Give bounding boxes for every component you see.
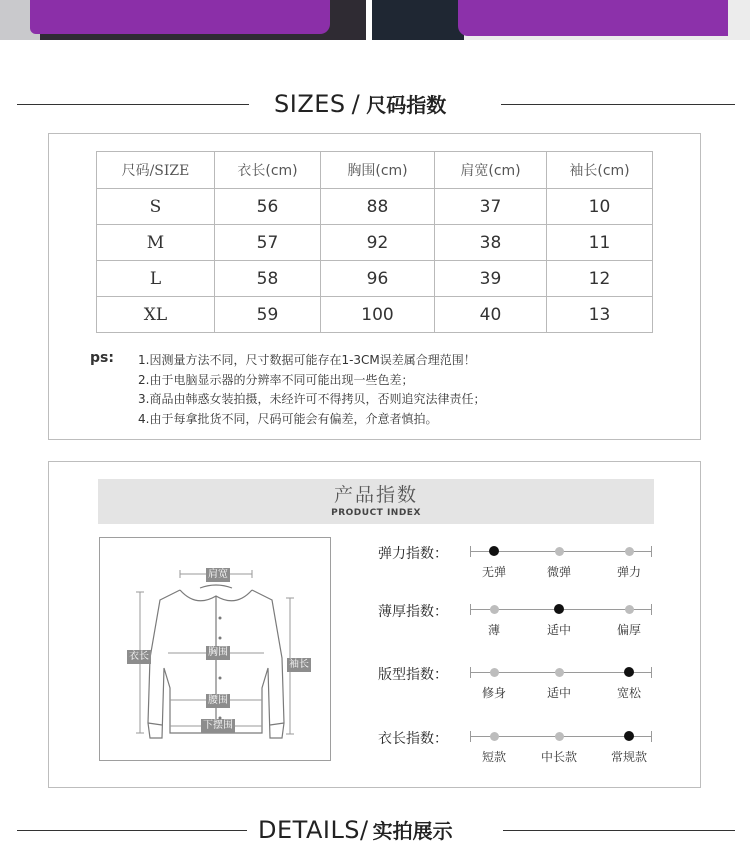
table-cell: 11 [547,225,653,261]
index-dot [489,546,499,556]
product-index-header [98,479,654,524]
shirt-measure-diagram [99,537,331,761]
details-heading [0,815,750,845]
index-dot [490,605,499,614]
length-tag: 衣长 [129,651,149,662]
product-photo-left [0,0,366,40]
index-dot [625,547,634,556]
index-dot [624,731,634,741]
table-row [97,189,653,225]
table-cell: 58 [215,261,321,297]
index-label: 衣长指数： [378,731,448,747]
chest-col-header: 胸围(cm) [321,152,435,189]
index-option: 无弹 [481,565,507,579]
note-item: 4.由于每拿批货不同，尺码可能会有偏差，介意者慎拍。 [138,412,438,426]
index-option: 弹力 [616,565,642,579]
product-photo-strip [0,0,750,40]
table-cell: 56 [215,189,321,225]
details-heading-en: DETAILS [258,816,361,844]
index-dot [490,732,499,741]
index-label: 版型指数： [378,667,448,683]
length-index [378,730,658,770]
table-cell: 39 [435,261,547,297]
index-dot [555,732,564,741]
note-item: 3.商品由韩惑女装拍摄，未经许可不得拷贝，否则追究法律责任； [138,392,486,406]
table-row [97,297,653,333]
index-option: 常规款 [610,750,648,764]
note-item: 2.由于电脑显示器的分辨率不同可能出现一些色差； [138,373,414,387]
table-row [97,261,653,297]
shoulder-col-header: 肩宽(cm) [435,152,547,189]
sizes-heading-sep: / [351,90,361,118]
elasticity-index [378,545,658,585]
index-option: 微弹 [546,565,572,579]
table-cell: 88 [321,189,435,225]
note-item: 1.因测量方法不同，尺寸数据可能存在1-3CM误差属合理范围！ [138,353,476,367]
index-label: 弹力指数： [378,546,448,562]
table-cell: XL [97,297,215,333]
table-cell: 10 [547,189,653,225]
sizes-heading [0,89,750,119]
sizes-heading-zh: 尺码指数 [366,93,447,117]
thickness-index [378,603,658,643]
index-option: 修身 [481,686,507,700]
table-row [97,225,653,261]
table-cell: L [97,261,215,297]
product-index-title-zh: 产品指数 [333,484,418,506]
index-dot [555,668,564,677]
index-label: 薄厚指数： [378,604,448,620]
table-cell: S [97,189,215,225]
size-table [96,151,653,333]
size-table-header-row [97,152,653,189]
details-heading-zh: 实拍展示 [372,819,453,843]
sizes-heading-en: SIZES [274,90,346,118]
waist-tag: 腰围 [208,695,228,706]
table-cell: 37 [435,189,547,225]
chest-tag: 胸围 [208,647,228,658]
index-option: 适中 [546,623,572,637]
product-photo-right [372,0,750,40]
table-cell: 13 [547,297,653,333]
shoulder-tag: 肩宽 [208,569,228,580]
index-option: 中长款 [540,750,578,764]
index-dot [624,667,634,677]
sleeve-tag: 袖长 [289,659,309,670]
table-cell: 12 [547,261,653,297]
table-cell: 100 [321,297,435,333]
index-option: 短款 [481,750,507,764]
table-cell: 40 [435,297,547,333]
table-cell: 92 [321,225,435,261]
index-option: 薄 [487,623,501,637]
index-dot [490,668,499,677]
table-cell: 57 [215,225,321,261]
index-option: 适中 [546,686,572,700]
table-cell: 38 [435,225,547,261]
sleeve-col-header: 袖长(cm) [547,152,653,189]
hem-tag: 下摆围 [203,720,233,731]
table-cell: M [97,225,215,261]
table-cell: 59 [215,297,321,333]
length-col-header: 衣长(cm) [215,152,321,189]
product-index-title-en: PRODUCT INDEX [331,508,421,518]
size-col-header: 尺码/SIZE [97,152,215,189]
index-dot [625,605,634,614]
index-option: 宽松 [616,686,642,700]
fit-index [378,666,658,706]
table-cell: 96 [321,261,435,297]
index-dot [555,547,564,556]
details-heading-sep: / [360,816,369,844]
index-dot [554,604,564,614]
index-option: 偏厚 [616,623,642,637]
notes-prefix: ps: [90,350,114,366]
